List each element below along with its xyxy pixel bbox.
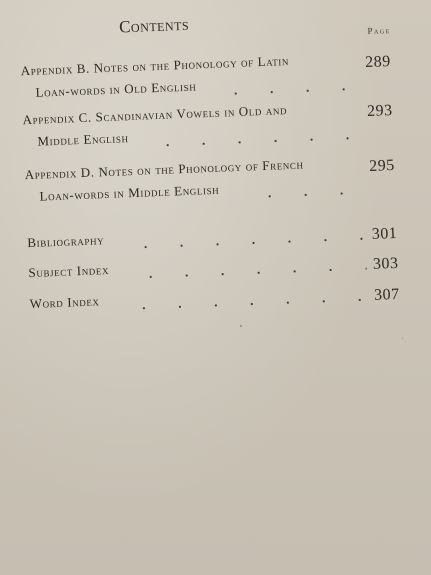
toc-entry-bibliography [27, 221, 398, 257]
toc-entry-appendix-d [24, 153, 395, 211]
toc-entry-title: Appendix D. Notes on the Phonology of French [24, 156, 304, 183]
toc-entry-page-number: 295 [368, 156, 395, 175]
contents-heading: Contents [118, 14, 190, 37]
toc-entry-title-line [29, 282, 400, 318]
toc-entry-appendix-b [20, 49, 391, 107]
dot-leader [150, 136, 360, 147]
toc-entry-page-number: 293 [366, 102, 393, 120]
toc-entry-title-continuation: Loan-words in Middle English [39, 181, 220, 204]
toc-entry-title: Bibliography [27, 232, 105, 251]
dot-leader [128, 237, 366, 249]
page-column-label: Page [367, 25, 391, 36]
toc-entry-title-line [27, 221, 398, 257]
toc-entry-title-continuation: Loan-words in Old English [35, 78, 197, 100]
toc-entry-page-number: 307 [373, 285, 400, 304]
toc-entry-subject-index [28, 251, 399, 287]
dot-leader [133, 267, 367, 279]
toc-entry-title: Subject Index [28, 262, 110, 281]
toc-entry-page-number: 303 [372, 254, 399, 273]
dot-leader [252, 191, 364, 198]
dot-leader [218, 87, 358, 95]
toc-entry-word-index [29, 282, 400, 318]
paper-speck [240, 325, 242, 327]
toc-entry-appendix-c [22, 98, 393, 156]
toc-entry-title-continuation: Middle English [37, 130, 129, 149]
toc-entry-title: Appendix B. Notes on the Phonology of Latin [20, 52, 290, 79]
toc-entry-page-number: 289 [364, 53, 391, 72]
toc-entry-page-number: 301 [371, 224, 398, 243]
paper-speck [402, 338, 403, 339]
toc-entry-title-line [28, 251, 399, 287]
toc-entry-title: Appendix C. Scandinavian Vowels in Old and [22, 102, 288, 128]
dot-leader [126, 298, 368, 310]
toc-entry-title: Word Index [29, 293, 100, 312]
